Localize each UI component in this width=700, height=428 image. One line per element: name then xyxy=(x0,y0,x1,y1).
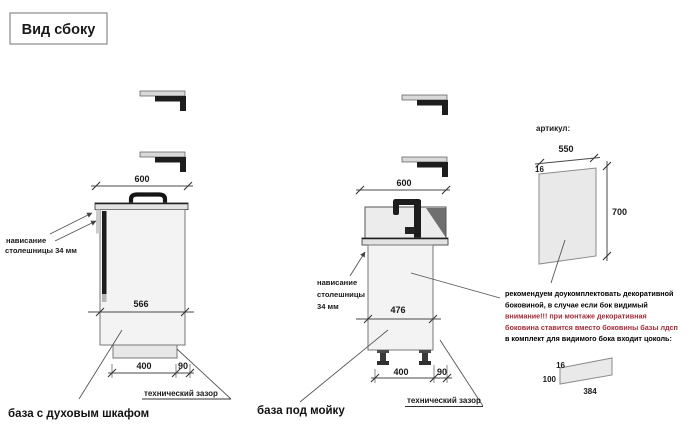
note-line1: рекомендуем доукомплектовать декоративной xyxy=(505,289,674,298)
plinth-panel xyxy=(543,358,612,396)
dim-body-depth: 566 xyxy=(133,299,149,309)
overhang-label-line1: нависание xyxy=(317,278,358,287)
overhang-label-line1: нависание xyxy=(6,236,47,245)
dim-thickness: 16 xyxy=(535,165,544,174)
dim-bottom-width: 400 xyxy=(393,367,409,377)
adjustable-leg xyxy=(377,350,389,365)
oven-base-caption: база с духовым шкафом xyxy=(8,408,150,420)
dim-height: 100 xyxy=(542,375,556,384)
dim-height: 700 xyxy=(612,207,628,217)
sink-base-cabinet xyxy=(257,178,500,417)
sink-base-caption: база под мойку xyxy=(257,405,345,417)
dim-width: 384 xyxy=(583,387,597,396)
overhang-label-line3: 34 мм xyxy=(317,302,339,311)
cabinet-body xyxy=(100,210,185,346)
dim-top-width: 600 xyxy=(134,174,150,184)
decorative-side-panel xyxy=(505,124,678,343)
bracket-icon xyxy=(140,152,186,172)
overhang-label-line2: столешницы 34 мм xyxy=(5,246,77,255)
oven-door-strip xyxy=(102,211,107,294)
overhang-label-line2: столешницы xyxy=(317,290,365,299)
dim-tech-gap: 90 xyxy=(177,361,189,371)
warning-line2: боковина ставится вместо боковины базы лдсп xyxy=(505,322,678,332)
adjustable-leg xyxy=(419,350,431,365)
tech-gap-label: технический зазор xyxy=(144,389,218,398)
page-title: Вид сбоку xyxy=(21,22,96,38)
warning-line1: внимание!!! при монтаже декоративная xyxy=(505,311,647,321)
dim-top-width: 600 xyxy=(396,178,412,188)
dim-body-depth: 476 xyxy=(390,305,406,315)
bracket-icon xyxy=(402,157,448,177)
note-line3: в комплект для видимого бока входит цоколь: xyxy=(505,334,672,344)
bracket-icon xyxy=(140,91,186,111)
oven-door-lower xyxy=(102,294,107,302)
dim-thickness: 16 xyxy=(556,361,565,370)
countertop-edge xyxy=(96,210,100,234)
cabinet-body xyxy=(368,245,433,350)
plinth-shape xyxy=(560,358,612,384)
dim-tech-gap: 90 xyxy=(436,367,448,377)
bracket-icon xyxy=(402,95,448,115)
note-line2: боковиной, в случае если бок видимый xyxy=(505,300,648,310)
side-panel-shape xyxy=(539,168,596,264)
dim-bottom-width: 400 xyxy=(136,361,152,371)
title-box xyxy=(10,13,107,44)
handle-icon xyxy=(131,195,165,204)
tech-gap-label: технический зазор xyxy=(407,396,481,405)
plinth xyxy=(113,345,177,358)
dim-width: 550 xyxy=(558,144,574,154)
oven-base-cabinet xyxy=(5,174,231,420)
article-heading: артикул: xyxy=(536,124,571,133)
